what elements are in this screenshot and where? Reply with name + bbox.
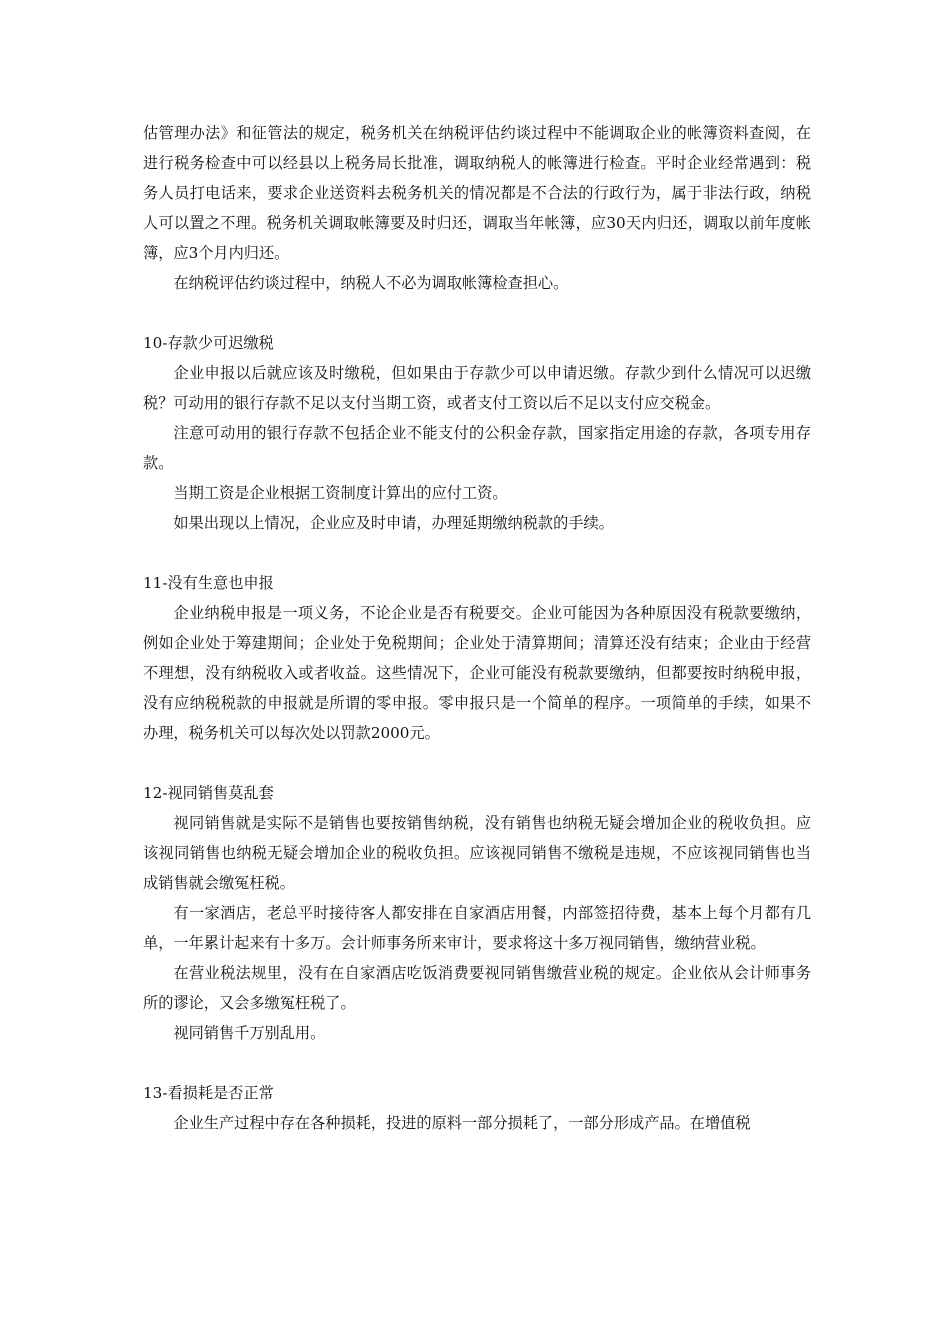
paragraph: 估管理办法》和征管法的规定，税务机关在纳税评估约谈过程中不能调取企业的帐簿资料查阅，在进行税务检查中可以经县以上税务局长批准，调取纳税人的帐簿进行检查。平时企业经常遇到：税务人员打电话来，要求企业送资料去税务机关的情况都是不合法的行政行为，属于非法行政，纳税人可以置之不理。税务机关调取帐簿要及时归还，调取当年帐簿，应30天内归还，调取以前年度帐簿，应3个月内归还。: [143, 124, 811, 262]
paragraph: 企业申报以后就应该及时缴税，但如果由于存款少可以申请迟缴。存款少到什么情况可以迟缴税？可动用的银行存款不足以支付当期工资，或者支付工资以后不足以支付应交税金。: [143, 364, 811, 412]
paragraph: 如果出现以上情况，企业应及时申请，办理延期缴纳税款的手续。: [173, 514, 614, 532]
section-heading: 10-存款少可迟缴税: [143, 334, 274, 352]
paragraph: 有一家酒店，老总平时接待客人都安排在自家酒店用餐，内部签招待费，基本上每个月都有几单，一年累计起来有十多万。会计师事务所来审计，要求将这十多万视同销售，缴纳营业税。: [143, 904, 811, 952]
section-heading: 12-视同销售莫乱套: [143, 784, 274, 802]
paragraph: 企业生产过程中存在各种损耗，投进的原料一部分损耗了，一部分形成产品。在增值税: [173, 1114, 751, 1132]
paragraph: 视同销售就是实际不是销售也要按销售纳税，没有销售也纳税无疑会增加企业的税收负担。应该视同销售也纳税无疑会增加企业的税收负担。应该视同销售不缴税是违规，不应该视同销售也当成销售就会缴冤枉税。: [143, 814, 811, 892]
paragraph: 在纳税评估约谈过程中，纳税人不必为调取帐簿检查担心。: [173, 274, 569, 292]
paragraph: 注意可动用的银行存款不包括企业不能支付的公积金存款，国家指定用途的存款，各项专用存款。: [143, 424, 811, 472]
paragraph: 企业纳税申报是一项义务，不论企业是否有税要交。企业可能因为各种原因没有税款要缴纳，例如企业处于筹建期间；企业处于免税期间；企业处于清算期间；清算还没有结束；企业由于经营不理想，没有纳税收入或者收益。这些情况下，企业可能没有税款要缴纳，但都要按时纳税申报，没有应纳税税款的申报就是所谓的零申报。零申报只是一个简单的程序。一项简单的手续，如果不办理，税务机关可以每次处以罚款2000元。: [143, 604, 811, 742]
document-page: [143, 118, 811, 1138]
section-heading: 11-没有生意也申报: [143, 574, 274, 592]
section-heading: 13-看损耗是否正常: [143, 1084, 274, 1102]
paragraph: 视同销售千万别乱用。: [173, 1024, 326, 1042]
paragraph: 当期工资是企业根据工资制度计算出的应付工资。: [173, 484, 508, 502]
paragraph: 在营业税法规里，没有在自家酒店吃饭消费要视同销售缴营业税的规定。企业依从会计师事务所的谬论，又会多缴冤枉税了。: [143, 964, 811, 1012]
